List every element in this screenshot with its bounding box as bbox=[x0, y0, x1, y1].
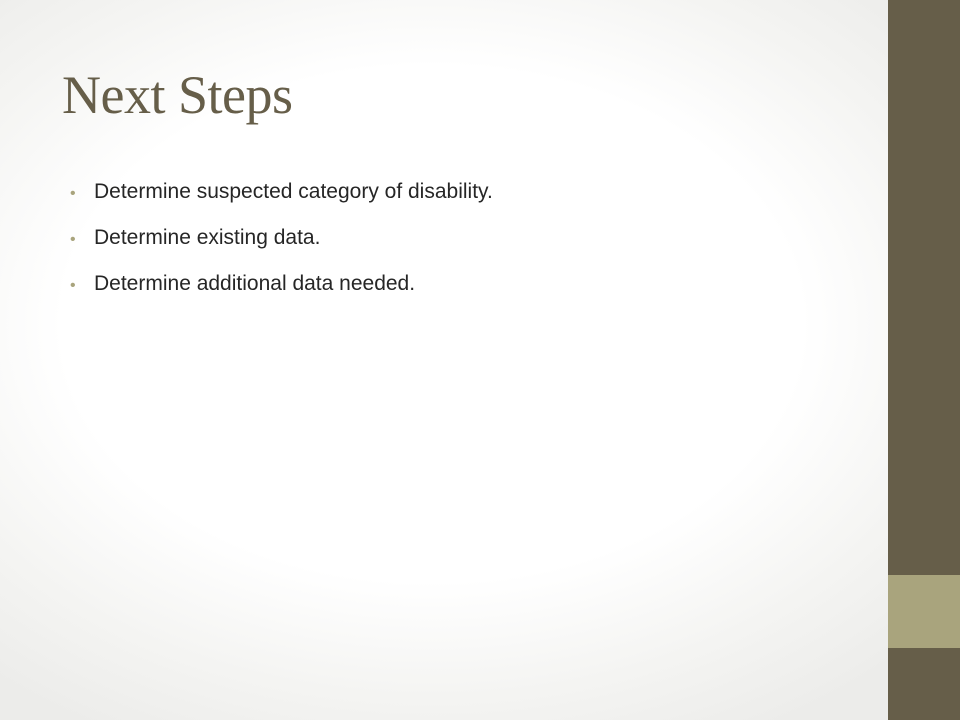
bullet-text: Determine existing data. bbox=[94, 226, 321, 249]
bullet-text: Determine additional data needed. bbox=[94, 272, 416, 295]
bullet-item bbox=[70, 265, 493, 311]
bullet-text: Determine suspected category of disability. bbox=[94, 180, 493, 203]
sidebar-decoration bbox=[888, 0, 960, 575]
bullet-item bbox=[70, 219, 493, 265]
sidebar-accent-block bbox=[888, 575, 960, 648]
bullet-list bbox=[70, 173, 493, 311]
bullet-icon: • bbox=[70, 277, 76, 294]
bullet-icon: • bbox=[70, 185, 76, 202]
slide-title: Next Steps bbox=[62, 65, 293, 125]
bullet-icon: • bbox=[70, 231, 76, 248]
bullet-item bbox=[70, 173, 493, 219]
sidebar-decoration-bottom bbox=[888, 648, 960, 720]
